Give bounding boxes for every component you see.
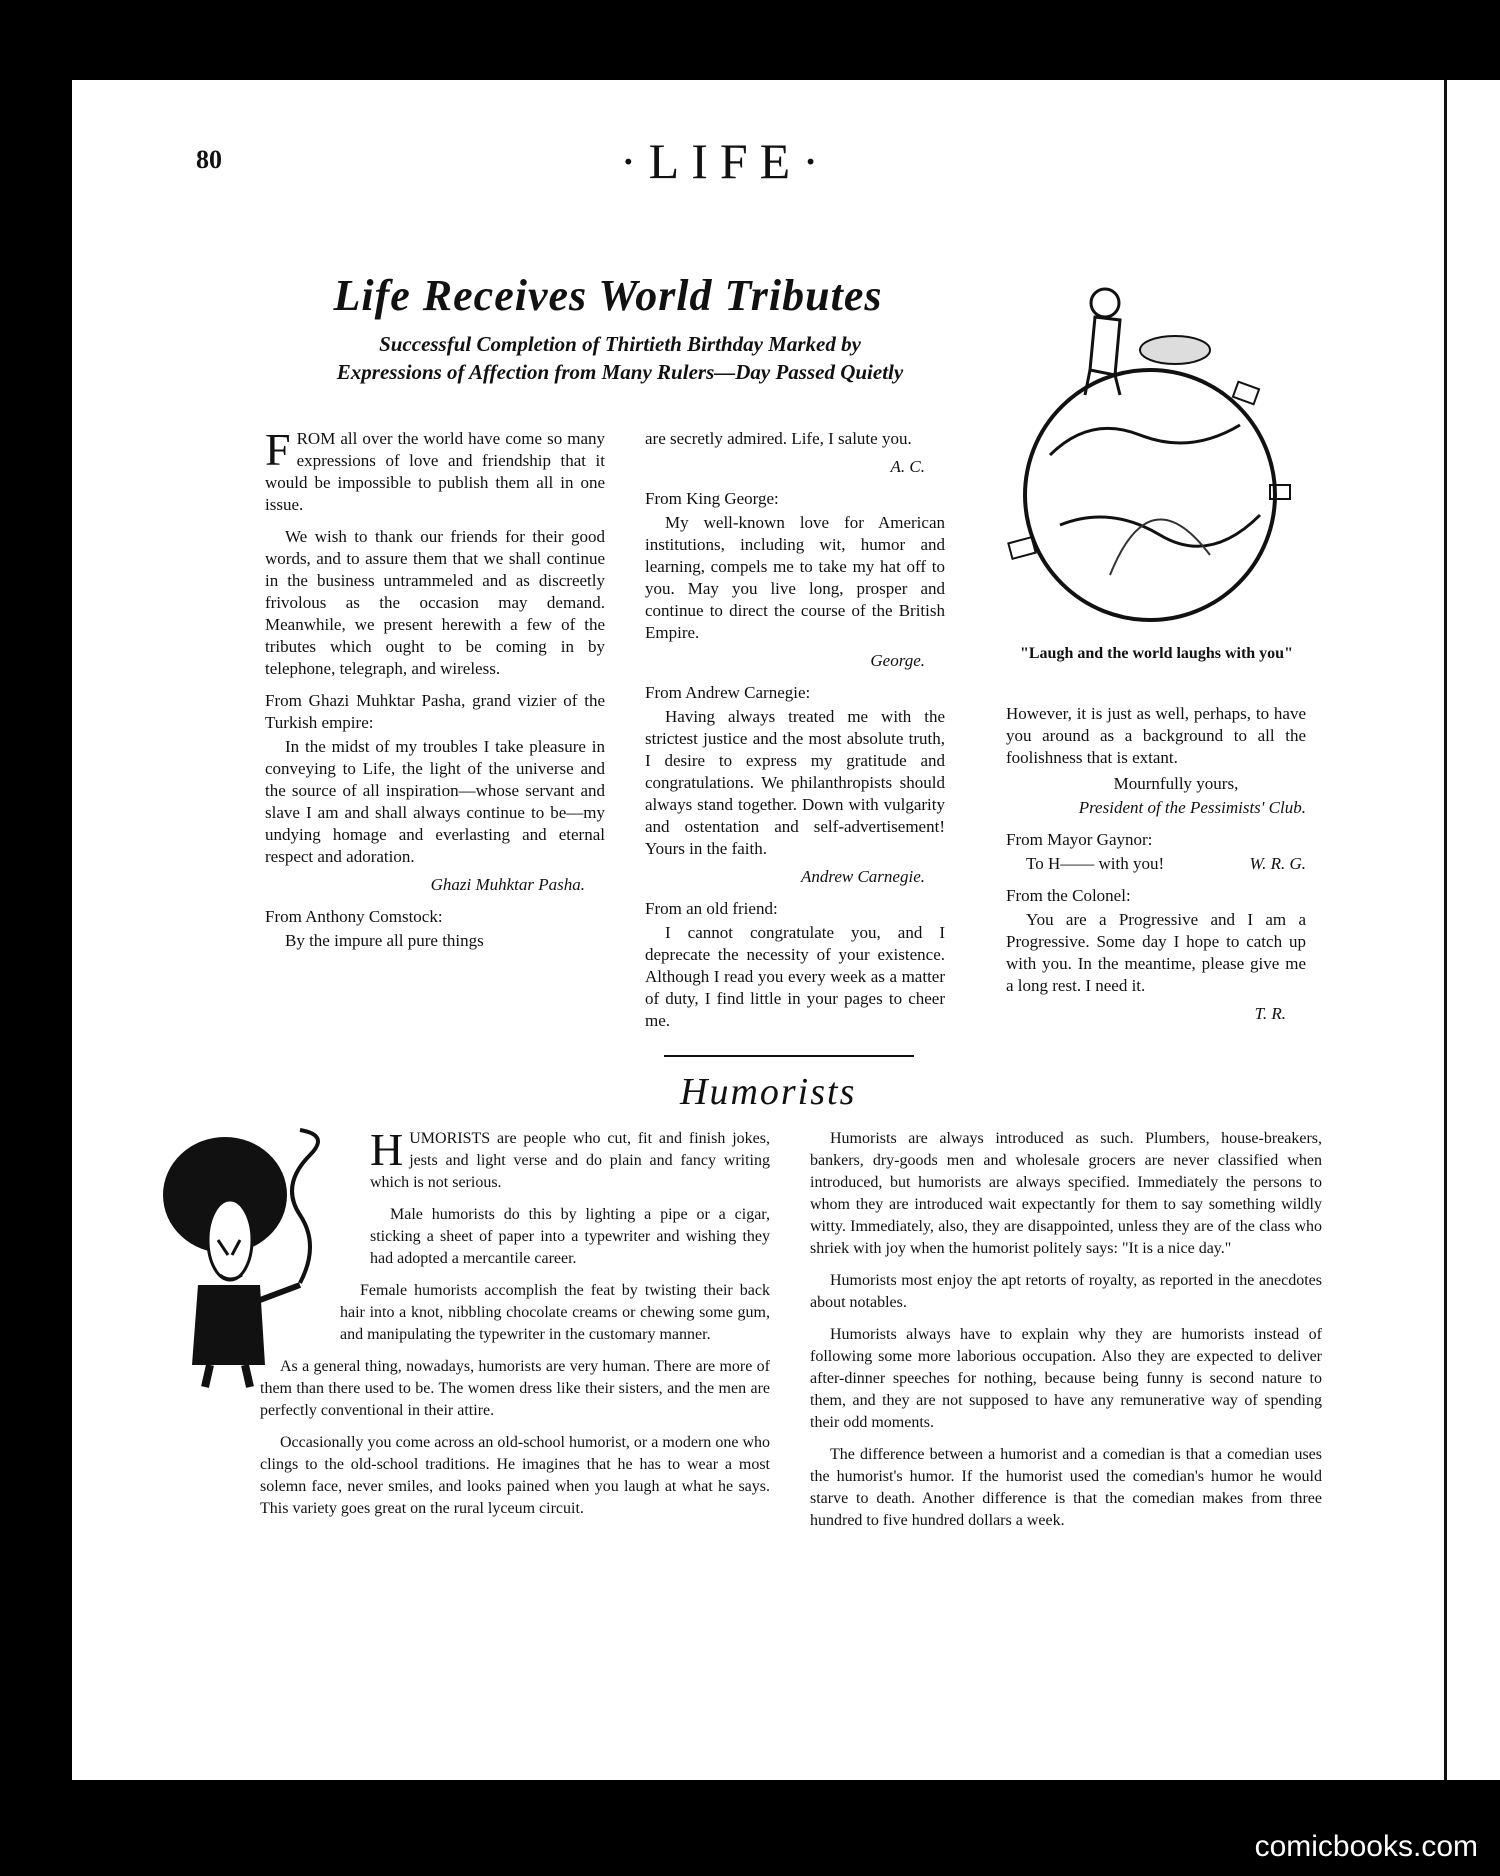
paragraph: We wish to thank our friends for their good words, and to assure them that we shall continue in the business untrammeled and as discreetly frivolous as the occasion may demand. Meanwhile, we present herewith a few of the tributes which ought to be coming in by telephone, telegraph, and wireless.	[265, 527, 605, 678]
tribute-signature: Ghazi Muhktar Pasha.	[430, 875, 585, 894]
paragraph: The difference between a humorist and a comedian is that a comedian uses the humorist's humor. If the humorist used the comedian's humor he would starve to death. Another difference is that the comedian makes from three hundred to five hundred dollars a week.	[810, 1446, 1322, 1529]
deck: Successful Completion of Thirtieth Birthday Marked by Expressions of Affection from Many Rulers—Day Passed Quietly	[336, 332, 904, 384]
page-number: 80	[196, 145, 222, 174]
tribute-text: Having always treated me with the strictest justice and the most absolute truth, I desire to express my gratitude and congratulations. We philanthropists should always stand together. Down with vulgarity and ostentation and self-advertisement! Yours in the faith.	[645, 707, 945, 858]
paragraph: UMORISTS are people who cut, fit and finish jokes, jests and light verse and do plain and fancy writing which is not serious.	[370, 1130, 770, 1191]
tribute-text: By the impure all pure things	[285, 931, 484, 950]
tribute-label: From the Colonel:	[1006, 886, 1131, 905]
paragraph: Male humorists do this by lighting a pipe or a cigar, sticking a sheet of paper into a typewriter and wishing they had adopted a mercantile career.	[370, 1206, 770, 1267]
section-divider	[664, 1055, 914, 1057]
tribute-text: You are a Progressive and I am a Progressive. Some day I hope to catch up with you. In the meantime, please give me a long rest. I need it.	[1006, 910, 1306, 995]
tribute-text: To H—— with you!	[1026, 854, 1165, 873]
section-title: Humorists	[680, 1071, 857, 1113]
tribute-label: From Mayor Gaynor:	[1006, 830, 1153, 849]
tribute-signature: Andrew Carnegie.	[800, 867, 925, 886]
next-page-edge	[1444, 80, 1500, 1780]
tribute-label: From Anthony Comstock:	[265, 907, 443, 926]
humorists-column-2	[810, 1128, 1322, 1542]
tribute-label: From an old friend:	[645, 899, 778, 918]
drop-cap: F	[265, 424, 291, 475]
tribute-text: My well-known love for American institutions, including wit, humor and learning, compels me to take my hat off to you. May you live long, prosper and continue to direct the course of the British Empire.	[645, 513, 945, 642]
paragraph: As a general thing, nowadays, humorists are very human. There are more of them than there used to be. The women dress like their sisters, and the men are perfectly conventional in their attire.	[260, 1358, 770, 1419]
tribute-text-line	[1006, 853, 1306, 875]
tribute-text: However, it is just as well, perhaps, to have you around as a background to all the foolishness that is extant.	[1006, 704, 1306, 767]
paragraph: Female humorists accomplish the feat by twisting their back hair into a knot, nibbling chocolate creams or chewing some gum, and manipulating the typewriter in the customary manner.	[340, 1282, 770, 1343]
tribute-label: From Andrew Carnegie:	[645, 683, 811, 702]
illustration-caption: "Laugh and the world laughs with you"	[1020, 645, 1293, 662]
tribute-signature: T. R.	[1254, 1004, 1286, 1023]
tribute-text: In the midst of my troubles I take pleasure in conveying to Life, the light of the universe and the source of all inspiration—whose servant and slave I am and shall always continue to be—my undying homage and everlasting and eternal respect and adoration.	[265, 737, 605, 866]
paragraph: Occasionally you come across an old-school humorist, or a modern one who clings to the old-school traditions. He imagines that he has to wear a most solemn face, never smiles, and looks pained when you laugh at what he says. This variety goes great on the rural lyceum circuit.	[260, 1434, 770, 1517]
intro-text: ROM all over the world have come so many expressions of love and friendship that it would be impossible to publish them all in one issue.	[265, 429, 605, 514]
globe-cupid-illustration	[990, 275, 1330, 635]
paragraph: Humorists most enjoy the apt retorts of royalty, as reported in the anecdotes about notables.	[810, 1272, 1322, 1311]
paragraph: Humorists are always introduced as such. Plumbers, house-breakers, bankers, dry-goods men and wholesale grocers are never classified when introduced, but humorists are always specified. Immediately the persons to whom they are introduced wait expectantly for them to say something wildly witty. Immediately, also, they are disappointed, unless they are of the class who shriek with joy when the humorist politely says: "It is a nice day."	[810, 1130, 1322, 1257]
tribute-closing: Mournfully yours,	[1113, 774, 1239, 793]
tribute-signature: George.	[870, 651, 925, 670]
column-2	[645, 428, 945, 1042]
tribute-label: From Ghazi Muhktar Pasha, grand vizier of the Turkish empire:	[265, 691, 605, 732]
masthead: ·LIFE·	[620, 133, 831, 189]
tribute-signature: W. R. G.	[1249, 854, 1306, 873]
tribute-signature: A. C.	[890, 457, 925, 476]
tribute-text: I cannot congratulate you, and I deprecate the necessity of your existence. Although I read you every week as a matter of duty, I find little in your pages to cheer me.	[645, 923, 945, 1030]
tribute-label: From King George:	[645, 489, 779, 508]
tribute-text: are secretly admired. Life, I salute you.	[645, 429, 912, 448]
column-3	[1006, 703, 1306, 1033]
drop-cap: H	[370, 1124, 404, 1175]
headline: Life Receives World Tributes	[333, 271, 883, 320]
tribute-signature: President of the Pessimists' Club.	[1078, 798, 1306, 817]
humorists-column-1	[260, 1124, 770, 1530]
paragraph: Humorists always have to explain why they are humorists instead of following some more laborious occupation. Also they are expected to deliver after-dinner speeches for nothing, because being funny is second nature to them, and they are not supposed to have any remunerative way of spending their odd moments.	[810, 1326, 1322, 1431]
column-1	[265, 424, 605, 962]
watermark: comicbooks.com	[1254, 1830, 1478, 1863]
